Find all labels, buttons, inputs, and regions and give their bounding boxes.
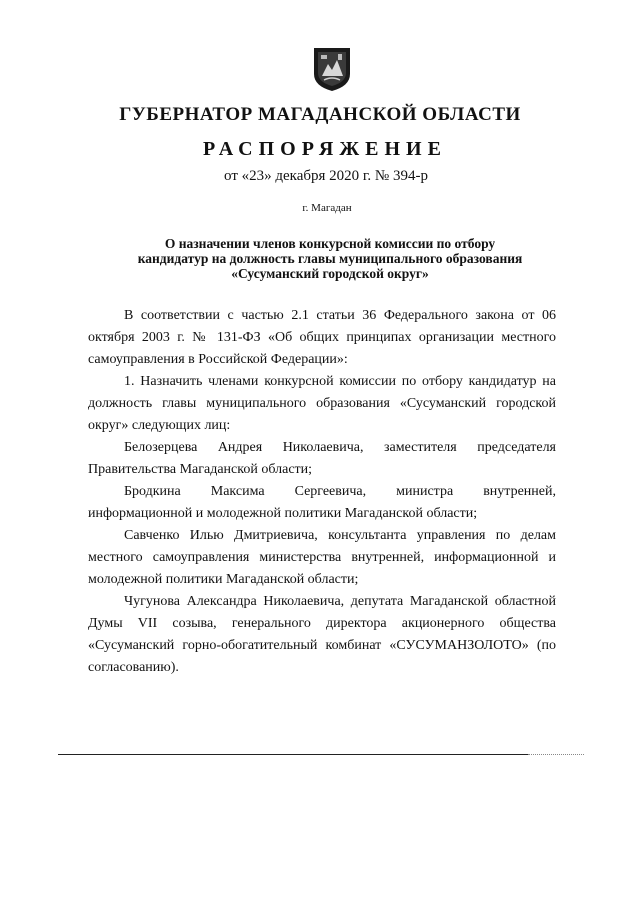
order-title: РАСПОРЯЖЕНИЕ [203, 138, 447, 160]
body-paragraph: В соответствии с частью 2.1 статьи 36 Федерального закона от 06 октября 2003 г. № 131-ФЗ «Об общих принципах организации местного самоуправления в Российской Федерации»: [88, 308, 556, 367]
body-paragraph: Белозерцева Андрея Николаевича, заместителя председателя Правительства Магаданской области; [88, 440, 556, 477]
body-paragraph: Чугунова Александра Николаевича, депутата Магаданской областной Думы VII созыва, генерального директора акционерного общества «Сусуманский горно-обогатительный комбинат «СУСУМАНЗОЛОТО» (по согласованию). [88, 594, 556, 675]
coat-of-arms-icon [312, 46, 352, 92]
footer-rule-dotted [528, 754, 584, 756]
body-paragraph: Савченко Илью Дмитриевича, консультанта управления по делам местного самоуправления министерства внутренней, информационной и молодежной политики Магаданской области; [88, 528, 556, 587]
order-subject [100, 236, 560, 281]
body-paragraph: Бродкина Максима Сергеевича, министра внутренней, информационной и молодежной политики Магаданской области; [88, 484, 556, 521]
subject-line: О назначении членов конкурсной комиссии по отбору [164, 236, 496, 251]
subject-line: «Сусуманский городской округ» [231, 266, 429, 281]
footer-rule [58, 754, 528, 755]
subject-line: кандидатур на должность главы муниципального образования [137, 251, 523, 266]
governor-heading: ГУБЕРНАТОР МАГАДАНСКОЙ ОБЛАСТИ [119, 104, 521, 125]
body-paragraph: 1. Назначить членами конкурсной комиссии по отбору кандидатур на должность главы муниципального образования «Сусуманский городской округ» следующих лиц: [88, 374, 556, 433]
city-label: г. Магадан [302, 202, 352, 214]
order-date: от «23» декабря 2020 г. № 394-р [224, 168, 428, 184]
order-body [88, 305, 556, 679]
